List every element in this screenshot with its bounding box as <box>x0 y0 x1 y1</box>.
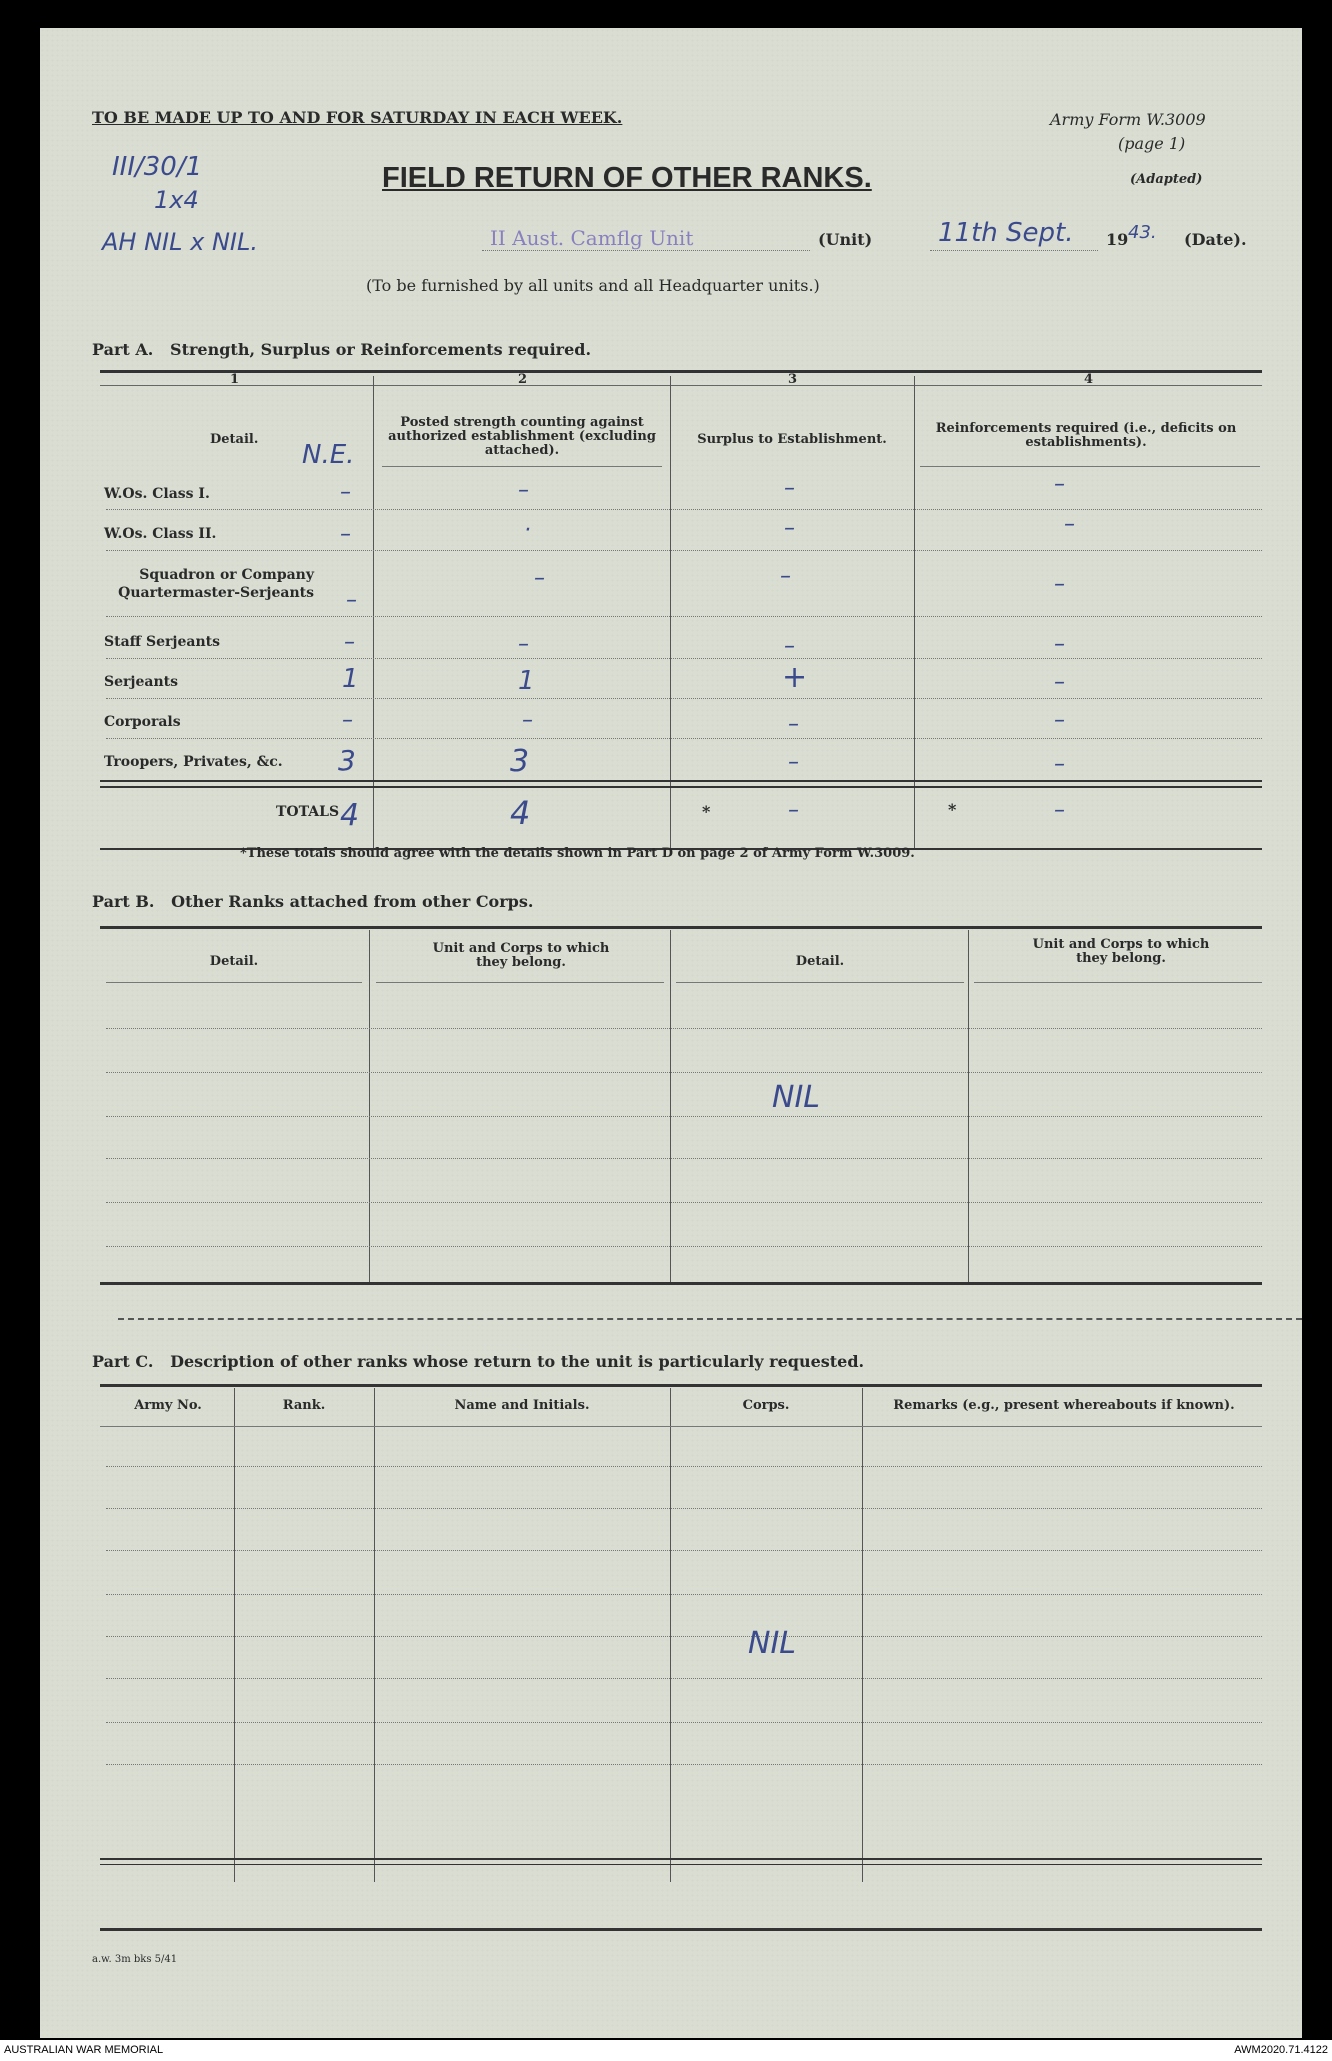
print-code: a.w. 3m bks 5/41 <box>92 1954 178 1965</box>
totals-surplus-asterisk: * <box>702 802 711 821</box>
form-page <box>40 28 1302 2038</box>
row-reinforcements: – <box>1054 472 1065 497</box>
col-header-reinforcements: Reinforcements required (i.e., deficits on establishments). <box>935 421 1237 450</box>
totals-reinforcements: – <box>1054 798 1065 823</box>
form-adapted: (Adapted) <box>1130 172 1203 187</box>
date-value: 11th Sept. <box>938 218 1074 248</box>
part-b-header-detail-1: Detail. <box>209 954 259 969</box>
totals-surplus: – <box>788 798 799 823</box>
row-reinforcements: – <box>1054 632 1065 657</box>
row-surplus: + <box>782 660 808 695</box>
part-b-header-unit-2: Unit and Corps to which they belong. <box>1032 937 1210 966</box>
detail-annotation: N.E. <box>302 440 355 470</box>
part-c-header-corps: Corps. <box>742 1398 790 1413</box>
margin-note-nil: AH NIL x NIL. <box>102 228 258 256</box>
instruction-line: TO BE MADE UP TO AND FOR SATURDAY IN EACH WEEK. <box>92 108 623 127</box>
row-posted: – <box>522 708 533 733</box>
col-number-1: 1 <box>230 372 240 387</box>
footer-accession: AWM2020.71.4122 <box>1234 2044 1328 2056</box>
row-label: W.Os. Class II. <box>104 526 217 542</box>
part-c-nil-entry: NIL <box>748 1626 797 1661</box>
part-c-header-name: Name and Initials. <box>454 1398 590 1413</box>
unit-label: (Unit) <box>818 230 873 249</box>
row-posted: – <box>518 478 529 503</box>
totals-label: TOTALS <box>276 804 340 820</box>
row-ne: – <box>340 480 351 505</box>
row-posted: – <box>518 632 529 657</box>
part-b-header-detail-2: Detail. <box>795 954 845 969</box>
unit-value: II Aust. Camflg Unit <box>490 226 694 250</box>
row-label: Troopers, Privates, &c. <box>104 754 283 770</box>
furnished-note: (To be furnished by all units and all Headquarter units.) <box>366 276 820 295</box>
row-surplus: – <box>784 634 795 659</box>
part-c-header-rank: Rank. <box>282 1398 326 1413</box>
part-c-header-remarks: Remarks (e.g., present whereabouts if known). <box>893 1398 1235 1413</box>
footer-institution: AUSTRALIAN WAR MEMORIAL <box>4 2044 164 2056</box>
part-b-title: Part B. Other Ranks attached from other Corps. <box>92 892 534 911</box>
page-title: FIELD RETURN OF OTHER RANKS. <box>382 162 872 194</box>
archive-footer <box>0 2040 1332 2061</box>
row-surplus: – <box>788 712 799 737</box>
row-surplus: – <box>788 750 799 775</box>
form-number: Army Form W.3009 <box>1050 110 1206 129</box>
row-surplus: – <box>784 516 795 541</box>
row-reinforcements: – <box>1064 512 1075 537</box>
row-reinforcements: – <box>1054 752 1065 777</box>
totals-ne: 4 <box>340 798 360 833</box>
col-number-3: 3 <box>788 372 798 387</box>
col-number-2: 2 <box>518 372 528 387</box>
year-prefix: 19 <box>1106 230 1129 249</box>
margin-note-reference: III/30/1 <box>112 152 203 182</box>
row-label: Staff Serjeants <box>104 634 220 650</box>
part-b-nil-entry: NIL <box>772 1080 821 1115</box>
row-surplus: – <box>780 564 791 589</box>
row-posted: 1 <box>518 666 535 696</box>
row-ne: – <box>340 522 351 547</box>
part-a-title: Part A. Strength, Surplus or Reinforcements required. <box>92 340 592 359</box>
col-header-surplus: Surplus to Establishment. <box>697 432 887 447</box>
row-surplus: – <box>784 476 795 501</box>
row-label: Corporals <box>104 714 181 730</box>
perforation-line <box>118 1318 1302 1320</box>
date-label: (Date). <box>1184 230 1247 249</box>
row-ne: 3 <box>338 744 356 777</box>
row-posted: 3 <box>510 744 530 779</box>
part-c-title: Part C. Description of other ranks whose return to the unit is particularly requested. <box>92 1352 865 1371</box>
form-page-number: (page 1) <box>1118 134 1186 153</box>
row-ne: – <box>344 630 355 655</box>
row-label: Serjeants <box>104 674 178 690</box>
part-a-footnote: *These totals should agree with the details shown in Part D on page 2 of Army Form W.3009. <box>240 846 915 861</box>
margin-note-count: 1x4 <box>154 186 199 214</box>
row-reinforcements: – <box>1054 572 1065 597</box>
part-b-header-unit-1: Unit and Corps to which they belong. <box>432 941 610 970</box>
row-reinforcements: – <box>1054 670 1065 695</box>
row-label: Squadron or Company Quartermaster-Serjeants <box>118 567 314 601</box>
col-number-4: 4 <box>1084 372 1094 387</box>
row-label: W.Os. Class I. <box>104 486 210 502</box>
row-posted: · <box>524 518 531 543</box>
totals-posted: 4 <box>510 794 531 832</box>
row-posted: – <box>534 566 545 591</box>
row-ne: – <box>346 588 357 613</box>
row-ne: – <box>342 708 353 733</box>
row-reinforcements: – <box>1054 708 1065 733</box>
year-value: 43. <box>1128 222 1157 243</box>
col-header-posted: Posted strength counting against authorized establishment (excluding attached). <box>388 415 656 458</box>
part-c-header-army-no: Army No. <box>134 1398 202 1413</box>
row-ne: 1 <box>342 664 359 694</box>
col-header-detail: Detail. <box>210 432 259 447</box>
totals-reinforcements-asterisk: * <box>948 800 957 819</box>
